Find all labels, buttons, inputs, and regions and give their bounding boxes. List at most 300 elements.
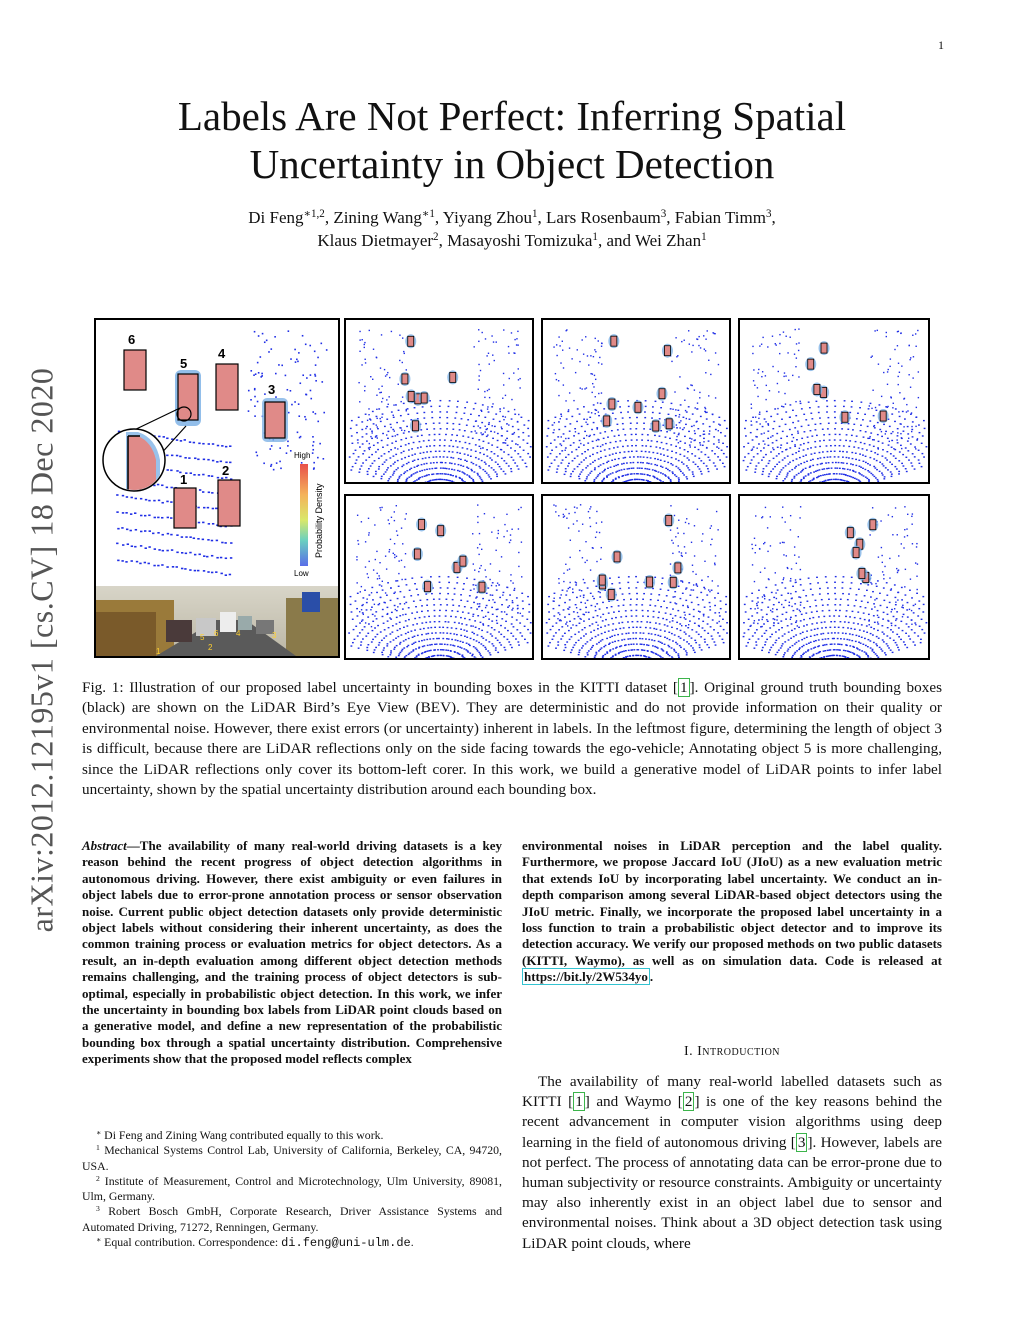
lidar-point	[869, 464, 871, 465]
lidar-point	[833, 655, 835, 656]
lidar-point	[808, 643, 810, 644]
lidar-point	[795, 622, 797, 623]
lidar-point	[454, 593, 456, 594]
lidar-point	[423, 417, 425, 418]
lidar-point	[503, 419, 504, 420]
lidar-point	[597, 625, 598, 626]
lidar-point	[719, 459, 721, 460]
lidar-point	[895, 507, 896, 508]
lidar-point	[585, 336, 586, 337]
lidar-point	[768, 652, 770, 653]
lidar-point	[317, 357, 319, 359]
lidar-point	[916, 589, 917, 590]
lidar-point	[378, 408, 380, 409]
lidar-point	[560, 594, 561, 595]
lidar-point	[558, 612, 560, 613]
lidar-point	[845, 650, 847, 651]
lidar-point	[791, 481, 793, 482]
lidar-point	[878, 448, 879, 449]
lidar-point	[774, 466, 776, 467]
lidar-point	[754, 581, 755, 582]
lidar-point	[711, 450, 713, 451]
lidar-point	[495, 637, 497, 638]
lidar-point	[907, 433, 909, 434]
lidar-point	[897, 599, 898, 600]
lidar-point	[417, 459, 419, 460]
lidar-point	[478, 642, 480, 643]
lidar-point	[627, 582, 629, 583]
lidar-point	[749, 639, 751, 640]
lidar-point	[224, 542, 226, 544]
lidar-point	[895, 458, 897, 459]
lidar-point	[446, 417, 448, 418]
lidar-point	[715, 555, 716, 556]
lidar-point	[887, 614, 889, 615]
lidar-point	[882, 442, 884, 443]
lidar-point	[695, 439, 696, 440]
lidar-point	[892, 407, 893, 408]
lidar-point	[584, 451, 586, 452]
lidar-point	[796, 439, 798, 440]
lidar-point	[473, 346, 474, 347]
lidar-point	[704, 434, 705, 435]
lidar-point	[591, 471, 593, 472]
lidar-point	[454, 645, 456, 646]
lidar-point	[519, 378, 520, 379]
lidar-point	[508, 424, 509, 425]
lidar-point	[383, 623, 385, 624]
lidar-point	[364, 359, 365, 360]
lidar-point	[511, 471, 513, 472]
lidar-point	[560, 418, 561, 419]
lidar-point	[595, 379, 596, 380]
lidar-point	[254, 331, 256, 333]
lidar-point	[785, 411, 787, 412]
lidar-point	[897, 331, 898, 332]
lidar-point	[439, 627, 441, 628]
lidar-point	[208, 475, 210, 477]
lidar-point	[627, 411, 629, 412]
lidar-point	[501, 458, 503, 459]
lidar-point	[662, 481, 664, 482]
lidar-point	[473, 646, 475, 647]
lidar-point	[451, 639, 453, 640]
lidar-point	[513, 372, 514, 373]
lidar-point	[636, 422, 638, 423]
lidar-point	[404, 518, 405, 519]
lidar-point	[116, 543, 118, 545]
lidar-point	[706, 447, 707, 448]
lidar-point	[650, 446, 652, 447]
lidar-point	[798, 350, 799, 351]
lidar-point	[170, 501, 172, 503]
lidar-point	[512, 582, 513, 583]
lidar-point	[887, 438, 889, 439]
lidar-point	[517, 641, 519, 642]
lidar-point	[657, 635, 659, 636]
lidar-point	[477, 547, 478, 548]
lidar-point	[667, 449, 669, 450]
lidar-point	[648, 463, 650, 464]
lidar-point	[908, 635, 910, 636]
lidar-point	[806, 461, 808, 462]
lidar-point	[700, 460, 702, 461]
lidar-point	[473, 584, 475, 585]
lidar-point	[719, 635, 721, 636]
lidar-point	[780, 438, 782, 439]
lidar-point	[756, 612, 758, 613]
lidar-point	[561, 436, 562, 437]
lidar-point	[305, 394, 307, 396]
lidar-point	[621, 651, 623, 652]
bounding-box	[421, 393, 427, 403]
lidar-point	[300, 382, 302, 384]
lidar-point	[691, 351, 692, 352]
lidar-point	[215, 571, 217, 573]
lidar-point	[481, 422, 483, 423]
lidar-point	[321, 381, 323, 383]
lidar-point	[618, 611, 620, 612]
lidar-point	[920, 639, 922, 640]
lidar-point	[629, 456, 631, 457]
lidar-point	[587, 652, 589, 653]
lidar-point	[707, 576, 708, 577]
lidar-point	[772, 608, 773, 609]
lidar-point	[633, 649, 635, 650]
lidar-point	[585, 467, 587, 468]
lidar-point	[212, 508, 214, 510]
lidar-point	[568, 614, 570, 615]
lidar-point	[376, 395, 377, 396]
lidar-point	[809, 583, 811, 584]
lidar-point	[479, 427, 481, 428]
lidar-point	[822, 474, 824, 475]
lidar-point	[609, 637, 611, 638]
lidar-point	[568, 588, 569, 589]
lidar-point	[835, 610, 837, 611]
lidar-point	[660, 466, 662, 467]
lidar-point	[685, 633, 687, 634]
lidar-point	[677, 532, 678, 533]
lidar-point	[452, 446, 454, 447]
lidar-point	[578, 530, 579, 531]
lidar-point	[803, 625, 805, 626]
lidar-point	[397, 636, 399, 637]
lidar-point	[365, 459, 367, 460]
lidar-point	[877, 623, 879, 624]
lidar-point	[666, 443, 668, 444]
lidar-point	[671, 451, 673, 452]
lidar-point	[462, 611, 464, 612]
lidar-point	[433, 462, 435, 463]
lidar-point	[746, 645, 748, 646]
lidar-point	[633, 467, 635, 468]
lidar-point	[414, 636, 416, 637]
lidar-point	[368, 408, 369, 409]
lidar-point	[755, 545, 756, 546]
lidar-point	[554, 593, 556, 594]
lidar-point	[472, 654, 474, 655]
lidar-point	[713, 629, 715, 630]
lidar-point	[457, 577, 459, 578]
lidar-point	[755, 552, 756, 553]
lidar-point	[613, 447, 615, 448]
lidar-point	[580, 504, 581, 505]
lidar-point	[768, 445, 770, 446]
lidar-point	[406, 369, 407, 370]
lidar-point	[647, 616, 649, 617]
lidar-point	[439, 439, 441, 440]
lidar-point	[898, 473, 900, 474]
lidar-point	[764, 418, 766, 419]
lidar-point	[374, 627, 376, 628]
lidar-point	[459, 478, 461, 479]
lidar-point	[884, 476, 886, 477]
lidar-point	[709, 430, 710, 431]
lidar-point	[401, 560, 402, 561]
lidar-point	[583, 438, 585, 439]
lidar-point	[217, 445, 219, 447]
lidar-point	[828, 462, 830, 463]
lidar-point	[839, 468, 841, 469]
lidar-point	[618, 470, 620, 471]
lidar-point	[363, 614, 364, 615]
lidar-point	[478, 364, 479, 365]
lidar-point	[366, 598, 367, 599]
lidar-point	[571, 649, 573, 650]
lidar-point	[510, 468, 512, 469]
lidar-point	[434, 615, 436, 616]
bounding-box	[853, 548, 859, 558]
lidar-point	[148, 546, 150, 548]
lidar-point	[860, 467, 862, 468]
lidar-point	[671, 656, 673, 657]
lidar-point	[657, 459, 659, 460]
lidar-point	[408, 431, 410, 432]
lidar-point	[678, 655, 680, 656]
lidar-point	[480, 448, 481, 449]
lidar-point	[603, 463, 605, 464]
lidar-point	[747, 443, 749, 444]
lidar-point	[911, 516, 912, 517]
lidar-point	[850, 628, 852, 629]
lidar-point	[627, 474, 629, 475]
citation-link[interactable]: 3	[797, 1133, 806, 1151]
lidar-point	[922, 611, 924, 612]
lidar-point	[901, 437, 902, 438]
lidar-point	[387, 613, 388, 614]
lidar-point	[598, 411, 599, 412]
lidar-point	[744, 428, 746, 429]
lidar-point	[368, 414, 369, 415]
lidar-point	[220, 573, 222, 575]
lidar-point	[871, 408, 872, 409]
lidar-point	[528, 604, 530, 605]
lidar-point	[481, 610, 483, 611]
lidar-point	[402, 543, 403, 544]
lidar-point	[404, 457, 406, 458]
lidar-point	[653, 628, 655, 629]
lidar-point	[211, 572, 213, 574]
lidar-point	[470, 638, 472, 639]
lidar-point	[305, 344, 307, 346]
lidar-point	[512, 600, 513, 601]
colorbar	[300, 464, 308, 566]
lidar-point	[787, 472, 789, 473]
lidar-point	[622, 423, 624, 424]
lidar-point	[603, 646, 605, 647]
lidar-point	[560, 414, 562, 415]
lidar-point	[422, 458, 424, 459]
lidar-point	[563, 440, 565, 441]
lidar-point	[583, 459, 585, 460]
lidar-point	[790, 593, 791, 594]
lidar-point	[789, 447, 791, 448]
lidar-point	[524, 639, 526, 640]
citation-link[interactable]: 1	[680, 679, 688, 696]
lidar-point	[380, 367, 381, 368]
lidar-point	[831, 467, 833, 468]
lidar-point	[913, 605, 915, 606]
lidar-point	[371, 607, 373, 608]
lidar-point	[397, 467, 399, 468]
lidar-point	[511, 647, 513, 648]
lidar-point	[765, 399, 766, 400]
lidar-point	[635, 434, 637, 435]
lidar-point	[546, 446, 548, 447]
lidar-point	[375, 559, 376, 560]
lidar-point	[835, 598, 837, 599]
lidar-point	[756, 629, 758, 630]
lidar-point	[566, 330, 567, 331]
lidar-point	[395, 469, 397, 470]
lidar-point	[869, 624, 870, 625]
lidar-point	[470, 414, 472, 415]
lidar-point	[554, 422, 555, 423]
lidar-point	[751, 459, 753, 460]
lidar-point	[199, 489, 201, 491]
lidar-point	[869, 471, 871, 472]
lidar-point	[906, 411, 907, 412]
lidar-point	[792, 655, 794, 656]
lidar-point	[584, 614, 585, 615]
lidar-point	[596, 531, 597, 532]
lidar-point	[865, 456, 867, 457]
email-link[interactable]: di.feng@uni-ulm.de	[281, 1236, 411, 1251]
lidar-point	[512, 635, 514, 636]
lidar-point	[439, 417, 441, 418]
lidar-point	[592, 454, 594, 455]
lidar-point	[657, 453, 659, 454]
lidar-point	[563, 650, 565, 651]
lidar-point	[482, 638, 484, 639]
lidar-point	[834, 456, 836, 457]
lidar-point	[702, 445, 704, 446]
lidar-point	[604, 431, 606, 432]
lidar-point	[798, 627, 800, 628]
lidar-point	[839, 445, 841, 446]
lidar-point	[254, 405, 256, 407]
lidar-point	[855, 459, 857, 460]
lidar-point	[211, 492, 213, 494]
lidar-point	[399, 622, 401, 623]
lidar-point	[810, 460, 812, 461]
lidar-point	[623, 463, 625, 464]
lidar-point	[461, 647, 463, 648]
lidar-point	[878, 617, 880, 618]
lidar-point	[558, 429, 560, 430]
lidar-point	[397, 630, 399, 631]
lidar-point	[389, 617, 390, 618]
lidar-point	[637, 582, 639, 583]
lidar-point	[603, 478, 605, 479]
lidar-point	[876, 636, 878, 637]
lidar-point	[390, 539, 391, 540]
lidar-point	[801, 639, 803, 640]
lidar-point	[306, 377, 308, 379]
lidar-point	[565, 509, 566, 510]
code-link[interactable]: https://bit.ly/2W534yo	[524, 969, 648, 985]
lidar-point	[565, 447, 567, 448]
lidar-point	[563, 433, 565, 434]
lidar-point	[492, 403, 493, 404]
lidar-point	[709, 606, 710, 607]
lidar-point	[674, 474, 676, 475]
citation-link[interactable]: 1	[575, 1093, 583, 1111]
lidar-point	[484, 397, 485, 398]
lidar-point	[587, 465, 589, 466]
lidar-point	[714, 612, 716, 613]
lidar-point	[865, 652, 867, 653]
lidar-point	[873, 458, 875, 459]
lidar-point	[891, 473, 893, 474]
lidar-point	[357, 635, 359, 636]
lidar-point	[798, 640, 800, 641]
lidar-point	[590, 569, 591, 570]
lidar-point	[827, 632, 829, 633]
lidar-point	[774, 619, 775, 620]
lidar-point	[560, 462, 562, 463]
lidar-point	[667, 476, 669, 477]
lidar-point	[821, 627, 823, 628]
lidar-point	[674, 596, 675, 597]
lidar-point	[473, 588, 474, 589]
lidar-point	[461, 418, 463, 419]
lidar-point	[625, 610, 627, 611]
lidar-point	[573, 442, 575, 443]
lidar-point	[166, 437, 168, 439]
lidar-point	[388, 404, 389, 405]
lidar-point	[364, 450, 366, 451]
lidar-point	[417, 465, 419, 466]
lidar-point	[384, 426, 386, 427]
lidar-point	[761, 650, 763, 651]
lidar-point	[901, 448, 902, 449]
lidar-point	[810, 453, 812, 454]
lidar-point	[681, 625, 682, 626]
lidar-point	[555, 446, 557, 447]
bounding-box	[659, 389, 665, 399]
lidar-point	[197, 507, 199, 509]
lidar-point	[198, 443, 200, 445]
lidar-point	[658, 641, 660, 642]
citation-link[interactable]: 2	[684, 1093, 693, 1111]
lidar-point	[469, 645, 471, 646]
lidar-point	[907, 450, 909, 451]
lidar-point	[569, 639, 571, 640]
lidar-point	[297, 361, 299, 363]
lidar-point	[410, 630, 412, 631]
